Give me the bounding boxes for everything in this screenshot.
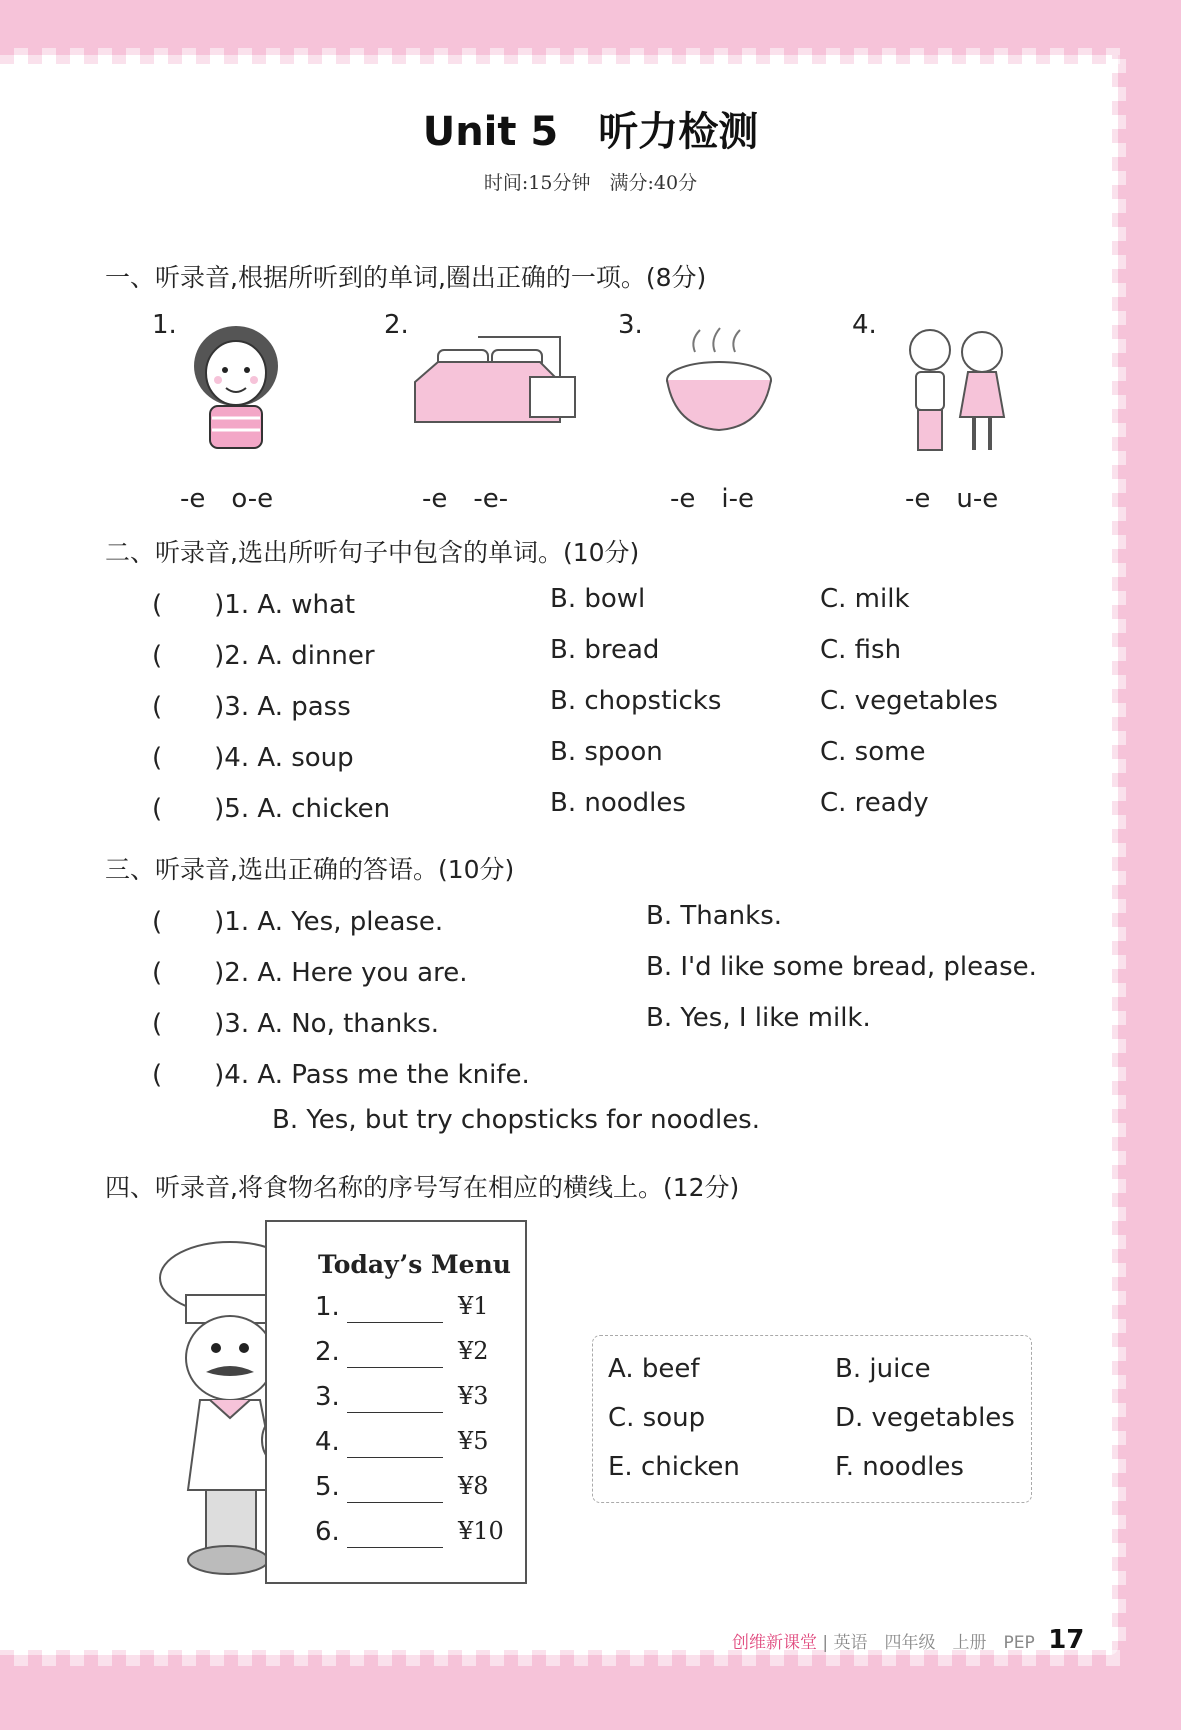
s3-row-1-b: B. Thanks. [646,901,783,931]
s2-row-3-b: B. chopsticks [550,686,722,716]
s2-row-5-b: B. noodles [550,788,686,818]
top-border [0,48,1130,64]
option-c: C. soup [608,1403,706,1433]
bed-icon [410,322,580,437]
s2-row-4-c: C. some [820,737,926,767]
s2-row-2-a: ( )2. A. dinner [152,641,375,671]
menu-item-3-number: 3. [315,1382,340,1412]
item-4-number: 4. [852,310,877,340]
s2-row-1-c: C. milk [820,584,910,614]
rice-bowl-icon [655,322,785,442]
item-3-options: -e i-e [670,484,754,514]
menu-item-6-number: 6. [315,1517,340,1547]
option-d: D. vegetables [835,1403,1015,1433]
menu-item-2-blank[interactable] [347,1367,443,1368]
s2-row-3-c: C. vegetables [820,686,998,716]
menu-item-4-price: ¥5 [458,1427,489,1455]
section-4-heading: 四、听录音,将食物名称的序号写在相应的横线上。(12分) [105,1173,740,1202]
page-title: Unit 5 听力检测 [422,109,759,155]
section-1-heading: 一、听录音,根据所听到的单词,圈出正确的一项。(8分) [105,263,707,292]
s2-row-5-a: ( )5. A. chicken [152,794,391,824]
footer-brand: 创维新课堂 [732,1633,817,1653]
option-b: B. juice [835,1354,931,1384]
s3-row-3-b: B. Yes, I like milk. [646,1003,871,1033]
item-1-options: -e o-e [180,484,274,514]
menu-item-2-price: ¥2 [458,1337,489,1365]
menu-item-1-blank[interactable] [347,1322,443,1323]
s2-row-1-b: B. bowl [550,584,646,614]
time-score-info: 时间:15分钟 满分:40分 [483,172,698,194]
menu-item-5-blank[interactable] [347,1502,443,1503]
section-3-heading: 三、听录音,选出正确的答语。(10分) [105,855,515,884]
option-e: E. chicken [608,1452,740,1482]
menu-item-3-blank[interactable] [347,1412,443,1413]
menu-item-1-price: ¥1 [458,1292,489,1320]
item-2-number: 2. [384,310,409,340]
s3-row-3-a: ( )3. A. No, thanks. [152,1009,440,1039]
item-1-number: 1. [152,310,177,340]
menu-title: Today’s Menu [318,1250,511,1279]
two-girls-icon [890,322,1030,462]
option-f: F. noodles [835,1452,964,1482]
menu-item-2-number: 2. [315,1337,340,1367]
item-4-options: -e u-e [905,484,999,514]
footer-book-info: | 英语 四年级 上册 PEP [822,1633,1035,1653]
item-3-number: 3. [618,310,643,340]
menu-item-6-price: ¥10 [458,1517,504,1545]
page-number: 17 [1048,1625,1085,1655]
footer [732,1625,1084,1655]
menu-item-3-price: ¥3 [458,1382,489,1410]
section-2-heading: 二、听录音,选出所听句子中包含的单词。(10分) [105,538,640,567]
s2-row-1-a: ( )1. A. what [152,590,356,620]
menu-item-4-blank[interactable] [347,1457,443,1458]
menu-item-5-price: ¥8 [458,1472,489,1500]
s2-row-4-a: ( )4. A. soup [152,743,354,773]
menu-item-5-number: 5. [315,1472,340,1502]
s2-row-2-b: B. bread [550,635,660,665]
s3-row-4-b: B. Yes, but try chopsticks for noodles. [272,1105,760,1135]
option-a: A. beef [608,1354,700,1384]
s3-row-2-a: ( )2. A. Here you are. [152,958,468,988]
s2-row-2-c: C. fish [820,635,902,665]
s2-row-3-a: ( )3. A. pass [152,692,351,722]
girl-icon [178,318,296,458]
item-2-options: -e -e- [422,484,509,514]
s2-row-4-b: B. spoon [550,737,663,767]
menu-item-6-blank[interactable] [347,1547,443,1548]
s3-row-1-a: ( )1. A. Yes, please. [152,907,444,937]
menu-item-1-number: 1. [315,1292,340,1322]
s2-row-5-c: C. ready [820,788,929,818]
menu-item-4-number: 4. [315,1427,340,1457]
s3-row-4-a: ( )4. A. Pass me the knife. [152,1060,530,1090]
right-border [1112,55,1126,1655]
s3-row-2-b: B. I'd like some bread, please. [646,952,1037,982]
